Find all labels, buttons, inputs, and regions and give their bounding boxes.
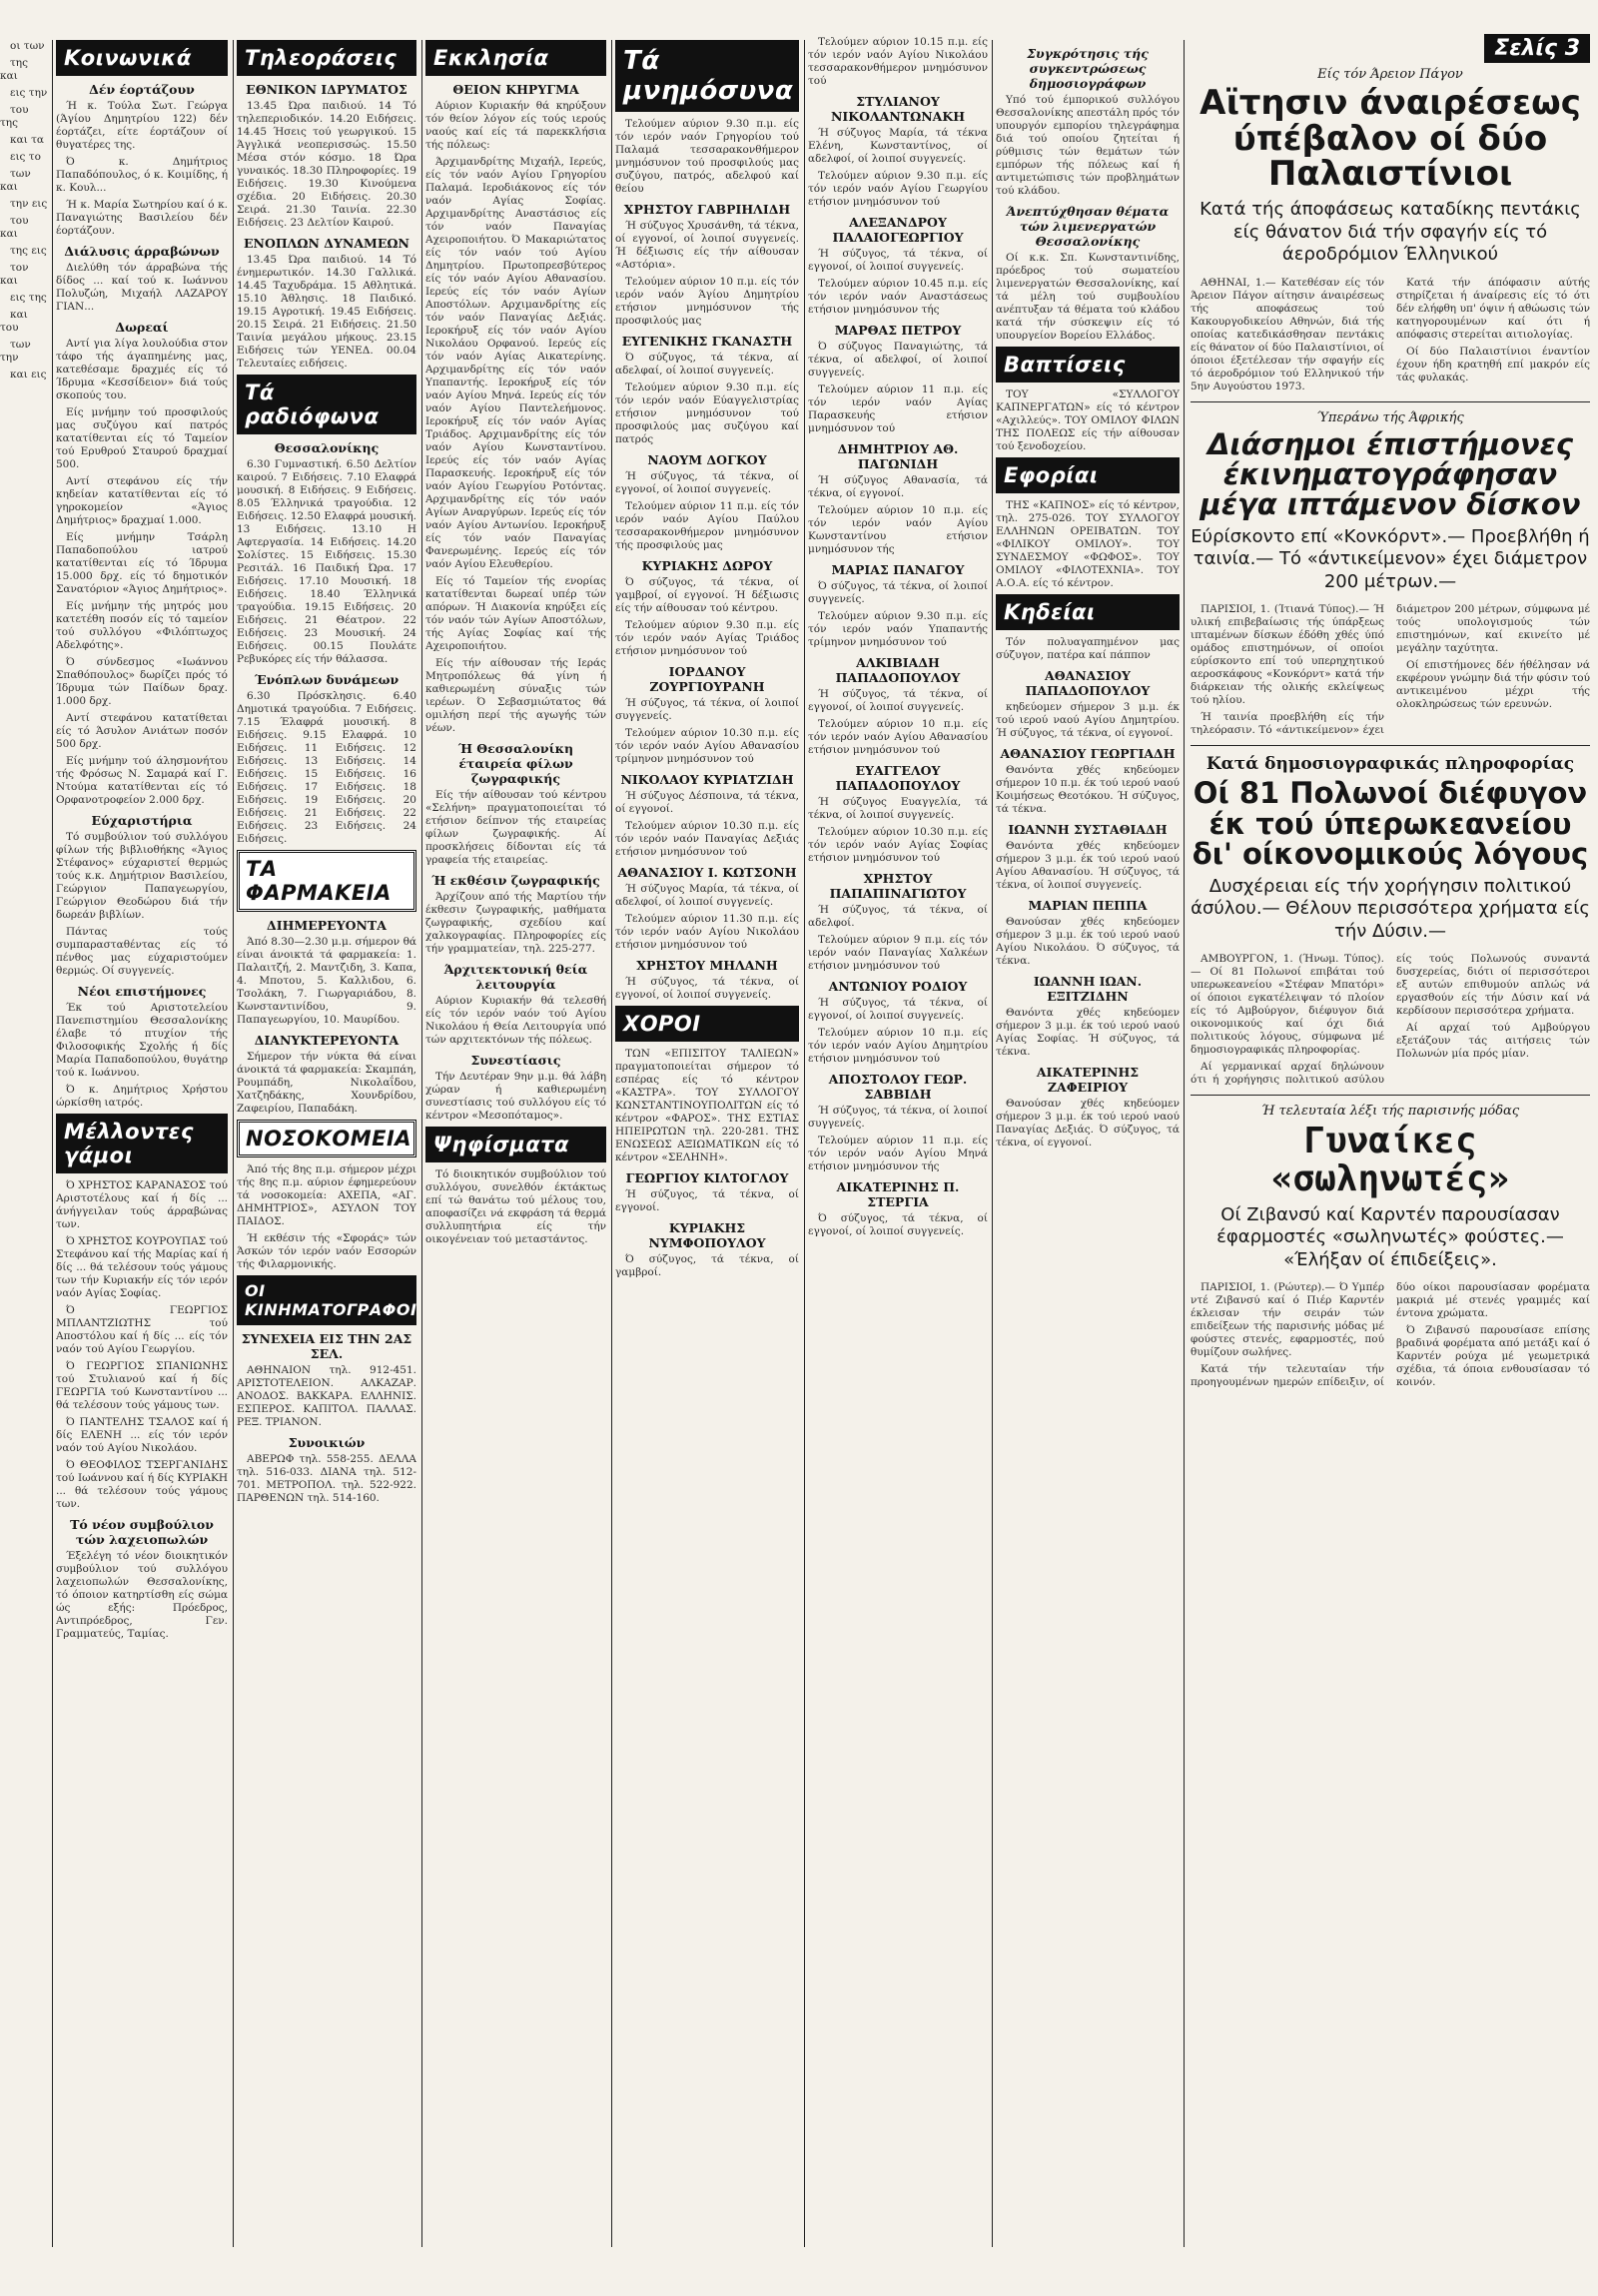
dateline: ΑΜΒΟΥΡΓΟΝ, 1. (Ήνωμ. Τύπος).— <box>1191 953 1384 979</box>
text-block: ΑΒΕΡΩΦ τηλ. 558-255. ΔΕΛΛΑ τηλ. 516-033. ΔΙΑΝΑ τηλ. 512-701. ΜΕΤΡΟΠΟΛ. τηλ. 522-922. ΠΑΡΘΕΝΩΝ τηλ. 514-160. <box>237 1453 416 1504</box>
section-banner-farmakeia: ΤΑ ΦΑΡΜΑΚΕΙΑ <box>237 850 416 912</box>
funeral-name: ΙΩΑΝΝΗ ΙΩΑΝ. ΕΞΙΤΖΙΔΗΝ <box>1033 974 1143 1004</box>
memorial-name: ΚΥΡΙΑΚΗΣ ΔΩΡΟΥ <box>641 558 773 573</box>
memorial-name: ΕΥΑΓΓΕΛΟΥ ΠΑΠΑΔΟΠΟΥΛΟΥ <box>835 763 961 793</box>
standfirst-fashion: Οί Ζιβανσύ καί Καρντέν παρουσίασαν έφαρμοστές «σωληνωτές» φούστες.— «Έλήξαν οί έπιδείξεις». <box>1216 1203 1564 1270</box>
text-block: Ή σύζυγος Αθανασία, τά τέκνα, οί εγγονοί. Τελούμεν αύριον 10 π.μ. είς τόν ιερόν ναόν Αγίου Κωνσταντίνου ετήσιον μνημόσυνον τής <box>808 474 988 555</box>
dateline: ΠΑΡΙΣΙΟΙ, 1. (Ίτιανά Τύπος).— <box>1200 603 1369 616</box>
memorial-name: ΑΙΚΑΤΕΡΙΝΗΣ Π. ΣΤΕΡΓΙΑ <box>836 1179 960 1209</box>
standfirst-ufo: Εύρίσκοντο επί «Κονκόρντ».— Προεβλήθη ή ταινία.— Τό «άντικείμενον» έχει διάμετρον 200 μέτρων.— <box>1191 525 1590 592</box>
text-block: Άπό τής 8ης π.μ. σήμερον μέχρι τής 8ης π.μ. αύριον έφημερεύουν τά νοσοκομεία: ΑΧΕΠΑ, «ΑΓ. ΔΗΜΗΤΡΙΟΣ», ΑΣΥΛΟΝ ΤΟΥ ΠΑΙΔΟΣ. Ή εκθέσιν τής «Σφοράς» τών Άσκών τόν ιερόν ναόν Εσσορών τής Φιλαρμονικής. <box>237 1163 416 1270</box>
text-block: Ή σύζυγος Δέσποινα, τά τέκνα, οί εγγονοί. Τελούμεν αύριον 10.30 π.μ. είς τόν ιερόν ναόν Παναγίας Δεξιάς ετήσιον μνημόσυνον τού <box>615 790 799 858</box>
memorial-name: ΕΥΓΕΝΙΚΗΣ ΓΚΑΝΑΣΤΗ <box>621 334 793 349</box>
memorial-name: ΜΑΡΘΑΣ ΠΕΤΡΟΥ <box>834 323 962 338</box>
text-block: Ή σύζυγος Ευαγγελία, τά τέκνα, οί λοιποί συγγενείς. Τελούμεν αύριον 10.30 π.μ. είς τόν ιερόν ναόν Αγίας Σοφίας ετήσιον μνημόσυνον τού <box>808 796 988 864</box>
kicker-areios-pagos: Είς τόν Άρειον Πάγον <box>1317 67 1463 82</box>
text-block: Ή σύζυγος Μαρία, τά τέκνα Ελένη, Κωνσταντίνος, οί αδελφοί, οί λοιποί συγγενείς. Τελούμεν αύριον 9.30 π.μ. είς τόν ιερόν ναόν Αγίου Γεωργίου ετήσιον μνημόσυνον τού <box>808 127 988 208</box>
headline-poles: Οί 81 Πολωνοί διέφυγον έκ τού ύπερωκεανείου δι' οίκονομικούς λόγους <box>1192 776 1589 872</box>
left-edge-strip: οι των της και εις την του της και τα εις το των και την εις του και της εις τον και εις της και του των την και εις <box>0 40 48 381</box>
memorial-name: ΧΡΗΣΤΟΥ ΜΗΛΑΝΗ <box>636 958 778 973</box>
memorial-name: ΝΑΟΥΜ ΔΟΓΚΟΥ <box>647 452 767 467</box>
section-banner-vaptiseis: Βαπτίσεις <box>996 347 1180 383</box>
divider <box>1191 1095 1590 1096</box>
text-block: Έξελέγη τό νέον διοικητικόν συμβούλιον τού συλλόγου λαχειοπωλών Θεσσαλονίκης, τό όποιον κατηρτίσθη είς σώμα ώς εξής: Πρόεδρος, Αντιπρόεδρος, Γεν. Γραμματεύς, Ταμίας. <box>56 1550 228 1640</box>
heading-cinema-premiere: ΣΥΝΕΧΕΙΑ ΕΙΣ ΤΗΝ 2ΑΣ ΣΕΛ. <box>241 1331 412 1361</box>
memorial-name: ΚΥΡΙΑΚΗΣ ΝΥΜΦΟΠΟΥΛΟΥ <box>648 1220 766 1250</box>
section-banner-psifiomata: Ψηφίσματα <box>425 1127 606 1162</box>
heading-architektoniki: Άρχιτεκτονική θεία λειτουργία <box>443 962 588 992</box>
funeral-name: ΑΘΑΝΑΣΙΟΥ ΠΑΠΑΔΟΠΟΥΛΟΥ <box>1025 668 1151 698</box>
memorial-name: ΧΡΗΣΤΟΥ ΠΑΠΑΠΙΝΑΓΙΩΤΟΥ <box>829 871 967 901</box>
memorial-name: ΝΙΚΟΛΑΟΥ ΚΥΡΙΑΤΖΙΔΗ <box>620 772 794 787</box>
text-block: Ό σύζυγος, τά τέκνα, οί γαμβροί. <box>615 1253 799 1278</box>
standfirst-poles: Δυσχέρειαι είς τήν χορήγησιν πολιτικού άσύλου.— Θέλουν περισσότερα χρήματα είς τήν Δύσιν.— <box>1191 875 1590 942</box>
headline-ufo: Διάσημοι έπιστήμονες έκινηματογράφησαν μέγα ιπτάμενον δίσκον <box>1199 426 1581 522</box>
text-block: Ό ΧΡΗΣΤΟΣ ΚΑΡΑΝΑΣΟΣ τού Αριστοτέλους καί ή δίς ... άνήγγειλαν τούς άρραβώνας των. Ό ΧΡΗΣΤΟΣ ΚΟΥΡΟΥΠΑΣ τού Στεφάνου καί τής Μαρίας καί ή δίς ... θά τελέσουν τούς γάμους των τήν Κυριακήν είς τόν ιερόν ναόν Αγίας Σοφίας. Ό ΓΕΩΡΓΙΟΣ ΜΠΛΑΝΤΖΙΩΤΗΣ τού Αποστόλου καί ή δίς ... είς τόν ναόν τού Αγίου Γεωργίου. Ό ΓΕΩΡΓΙΟΣ ΣΠΑΝΙΩΝΗΣ τού Στυλιανού καί ή δίς ΓΕΩΡΓΙΑ τού Κωνσταντίνου ... θά τελέσουν τούς γάμους των. Ό ΠΑΝΤΕΛΗΣ ΤΣΑΛΟΣ καί ή δίς ΕΛΕΝΗ ... είς τόν ιερόν ναόν τού Αγίου Νικολάου. Ό ΘΕΟΦΙΛΟΣ ΤΣΕΡΓΑΝΙΔΗΣ τού Ιωάννου καί ή δίς ΚΥΡΙΑΚΗ ... θά τελέσουν τούς γάμους των. <box>56 1179 228 1510</box>
text-block: Θανόντα χθές κηδεύομεν σήμερον 3 μ.μ. έκ τού ιερού ναού Αγίου Αθανασίου. Ή σύζυγος, τά τέκνα, οί λοιποί συγγενείς. <box>996 840 1180 891</box>
heading-limenergates: Άνεπτύχθησαν θέματα τών λιμενεργατών Θεσσαλονίκης <box>1006 204 1170 249</box>
headline-fashion: Γυναίκες «σωληνωτές» <box>1270 1121 1510 1199</box>
text-block: Ή σύζυγος, τά τέκνα, οί εγγονοί, οί λοιποί συγγενείς. Τελούμεν αύριον 10 π.μ. είς τόν ιερόν ναόν Αγίου Δημητρίου ετήσιον μνημόσυνον τού <box>808 997 988 1065</box>
text-block: ΤΟΥ «ΣΥΛΛΟΓΟΥ ΚΑΠΝΕΡΓΑΤΩΝ» είς τό κέντρον «Αχιλλεύς». ΤΟΥ ΟΜΙΛΟΥ ΦΙΛΩΝ ΤΗΣ ΠΟΛΕΩΣ είς τήν αίθουσαν τού ξενοδοχείου. <box>996 388 1180 452</box>
section-banner-eforiai: Εφορίαι <box>996 457 1180 493</box>
text-block: Ό σύζυγος, τά τέκνα, οί εγγονοί, οί λοιποί συγγενείς. <box>808 1212 988 1237</box>
column-news-funerals <box>996 0 1180 2296</box>
kicker-journalist-info: Κατά δημοσιογραφικάς πληροφορίας <box>1205 754 1575 775</box>
radio-enoplon: Ένόπλων δυνάμεων <box>254 672 400 687</box>
memorial-name: ΧΡΗΣΤΟΥ ΓΑΒΡΙΗΛΙΔΗ <box>623 202 791 217</box>
article-ufo: ΠΑΡΙΣΙΟΙ, 1. (Ίτιανά Τύπος).— Ή υλική επιβεβαίωσις τής ύπάρξεως ιπταμένων δίσκων έδόθη χθές ύπό ομάδος επιστημόνων, οί οποίοι εύρίσκοντο επί τού υπερηχητικού αεροσκάφους «Κονκόρντ» κατά τήν διάρκειαν τής ολικής εκλείψεως τού ηλίου. Ή ταινία προεβλήθη είς τήν τηλεόρασιν. Τό «άντικείμενον» έχει διάμετρον 200 μέτρων, σύμφωνα μέ τούς υπολογισμούς τών επιστημόνων, καί εκινείτο μέ μεγάλην ταχύτητα. Οί επιστήμονες δέν ήθέλησαν νά εκφέρουν γνώμην διά τήν φύσιν τού αντικειμένου μέχρι τής ολοκληρώσεως τών ερευνών. <box>1191 603 1590 737</box>
heading-dianykterevonta: ΔΙΑΝΥΚΤΕΡΕΥΟΝΤΑ <box>254 1033 400 1048</box>
text-block: Διελύθη τόν άρραβώνα τής δίδος ... καί τού κ. Ιωάννου Πολυζώη, Μιχαήλ ΛΑΖΑΡΟΥ ΓΙΑΝ... <box>56 262 228 313</box>
heading-synoikion: Συνοικιών <box>288 1435 366 1450</box>
text-block: Ό σύζυγος, τά τέκνα, οί λοιποί συγγενείς. Τελούμεν αύριον 9.30 π.μ. είς τόν ιερόν ναόν Υπαπαντής τρίμηνον μνημόσυνον τού <box>808 580 988 648</box>
text-block: Ή σύζυγος Μαρία, τά τέκνα, οί αδελφοί, οί λοιποί συγγενείς. Τελούμεν αύριον 11.30 π.μ. είς τόν ιερόν ναόν Αγίου Νικολάου ετήσιον μνημόσυνον τού <box>615 883 799 951</box>
text-block: Ή σύζυγος, τά τέκνα, οί λοιποί συγγενείς. Τελούμεν αύριον 11 π.μ. είς τόν ιερόν ναόν Αγίου Μηνά ετήσιον μνημόσυνον τής <box>808 1105 988 1172</box>
section-banner-koinonika: Κοινωνικά <box>56 40 228 76</box>
text-block: ΤΩΝ «ΕΠΙΣΙΤΟΥ ΤΑΛΙΕΩΝ» πραγματοποιείται σήμερον τό εσπέρας είς τό κέντρον «ΚΑΣΤΡΑ». ΤΟΥ ΣΥΛΛΟΓΟΥ ΚΩΝΣΤΑΝΤΙΝΟΥΠΟΛΙΤΩΝ είς τό κέντρον «ΦΑΡΟΣ». ΤΗΣ ΕΣΤΙΑΣ ΗΠΕΙΡΩΤΩΝ τηλ. 220-281. ΤΗΣ ΕΝΩΣΕΩΣ ΑΞΙΩΜΑΤΙΚΩΝ είς τό κέντρον «ΣΕΛΗΝΗ». <box>615 1048 799 1163</box>
section-banner-choroi: ΧΟΡΟΙ <box>615 1006 799 1042</box>
section-banner-tileorasis: Τηλεοράσεις <box>237 40 416 76</box>
heading-lacheiopoloi: Τό νέον συμβούλιον τών λαχειοπωλών <box>70 1517 214 1547</box>
divider <box>1191 745 1590 746</box>
text-block: Υπό τού έμπορικού συλλόγου Θεσσαλονίκης απεστάλη πρός τόν υπουργόν εμπορίου τηλεγράφημα διά τού οποίου ζητείται ή ρύθμισις τών θεμάτων τών εμπόρων τής πόλεως καί ή αντιμετώπισις τών προβλημάτων τού κλάδου. <box>996 94 1180 197</box>
text-block: Ή σύζυγος, τά τέκνα, οί εγγονοί, οί λοιποί συγγενείς. <box>615 976 799 1001</box>
text-block: ΤΗΣ «ΚΑΠΝΟΣ» είς τό κέντρον, τηλ. 275-026. ΤΟΥ ΣΥΛΛΟΓΟΥ ΕΛΛΗΝΩΝ ΟΡΕΙΒΑΤΩΝ. ΤΟΥ «ΦΙΛΙΚΟΥ ΟΜΙΛΟΥ». ΤΟΥ ΣΥΝΔΕΣΜΟΥ «ΦΩΦΟΣ». ΤΟΥ ΟΜΙΛΟΥ «ΦΙΛΟΤΕΧΝΙΑ». ΤΟΥ Α.Ο.Α. είς τό κέντρον. <box>996 499 1180 589</box>
column-main-news <box>1191 0 1590 2290</box>
section-banner-radiofona: Τά ραδιόφωνα <box>237 375 416 434</box>
memorial-name: ΑΛΚΙΒΙΑΔΗ ΠΑΠΑΔΟΠΟΥΛΟΥ <box>835 655 961 685</box>
text-block: Τόν πολυαγαπημένον μας σύζυγον, πατέρα καί πάππον <box>996 636 1180 661</box>
heading-journalists: Συγκρότησις τής συγκεντρώσεως δημοσιογράφων <box>1027 46 1149 91</box>
funeral-name: ΙΩΑΝΝΗ ΣΥΣΤΑΘΙΑΔΗ <box>1008 822 1168 837</box>
text-block: Έκ τού Αριστοτελείου Πανεπιστημίου Θεσσαλονίκης έλαβε τό πτυχίον τής Φιλοσοφικής Σχολής ή δίς Μαρία Παπαδοπούλου, θυγάτηρ τού κ. Ιωάννου. Ό κ. Δημήτριος Χρήστου ώρκίσθη ιατρός. <box>56 1002 228 1109</box>
memorial-name: ΑΠΟΣΤΟΛΟΥ ΓΕΩΡ. ΣΑΒΒΙΔΗ <box>828 1072 968 1102</box>
memorial-name: ΙΟΡΔΑΝΟΥ ΖΟΥΡΓΙΟΥΡΑΝΗ <box>649 664 765 694</box>
memorial-name: ΜΑΡΙΑΣ ΠΑΝΑΓΟΥ <box>831 562 965 577</box>
text-block: Ή σύζυγος, τά τέκνα, οί εγγονοί, οί λοιποί συγγενείς. Τελούμεν αύριον 11 π.μ. είς τόν ιερόν ναόν Αγίου Παύλου τεσσαρακονθήμερον μνημόσυνον τής προσφιλούς μας <box>615 470 799 551</box>
kicker-fashion: Ή τελευταία λέξι τής παρισινής μόδας <box>1260 1104 1520 1120</box>
section-banner-kideiai: Κηδείαι <box>996 594 1180 630</box>
headline-palestinians: Αϊτησιν άναιρέσεως ύπέβαλον οί δύο Παλαιστίνιοι <box>1199 83 1581 195</box>
heading-neoi-epistimones: Νέοι επιστήμονες <box>77 984 207 999</box>
text-block: 6.30 Γυμναστική. 6.50 Δελτίον καιρού. 7 Ειδήσεις. 7.10 Ελαφρά μουσική. 8 Ειδήσεις. 9 Ειδήσεις. 8.05 Έλληνικά τραγούδια. 12 Ειδήσεις. 12.50 Ελαφρά μουσική. 13 Ειδήσεις. 13.10 Η Αφτεργασία. 14 Ειδήσεις. 14.20 Σολίστες. 15 Ειδήσεις. 15.30 Ρεσιτάλ. 16 Παιδική Ώρα. 17 Ειδήσεις. 17.10 Μουσική. 18 Ειδήσεις. 18.40 Έλληνικά τραγούδια. 19.15 Ειδήσεις. 20 Ειδήσεις. 21 Θέατρον. 22 Ειδήσεις. 23 Μουσική. 24 Ειδήσεις. 00.15 Πουλάτε Ρεβυκόρες είς τήν θάλασσα. <box>237 458 416 665</box>
heading-synestiasis: Συνεστίασις <box>470 1053 561 1068</box>
text-block: Ή σύζυγος, τά τέκνα, οί λοιποί συγγενείς. Τελούμεν αύριον 10.30 π.μ. είς τόν ιερόν ναόν Αγίου Αθανασίου τρίμηνον μνημόσυνον τού <box>615 697 799 765</box>
divider <box>1191 401 1590 402</box>
memorial-name: ΓΕΩΡΓΙΟΥ ΚΙΛΤΟΓΛΟΥ <box>625 1170 789 1185</box>
text-block: Ή σύζυγος Χρυσάνθη, τά τέκνα, οί εγγονοί, οί λοιποί συγγενείς. Ή δέξιωσις είς τήν αίθουσαν «Αστόρια». Τελούμεν αύριον 10 π.μ. είς τόν ιερόν ναόν Άγίου Δημητρίου ετήσιον μνημόσυνον τής προσφιλούς μας <box>615 220 799 327</box>
heading-dialysis: Διάλυσις άρραβώνων <box>64 244 220 259</box>
text-block: Ή σύζυγος, τά τέκνα, οί εγγονοί, οί λοιποί συγγενείς. Τελούμεν αύριον 10 π.μ. είς τόν ιερόν ναόν Αγίου Αθανασίου ετήσιον μνημόσυνον τού <box>808 688 988 756</box>
section-banner-mnimosyna: Τά μνημόσυνα <box>615 40 799 112</box>
dateline: ΑΘΗΝΑΙ, 1.— <box>1200 276 1276 289</box>
funeral-name: ΑΘΑΝΑΣΙΟΥ ΓΕΩΡΓΙΑΔΗ <box>1000 746 1176 761</box>
text-block: Θανούσαν χθές κηδεύομεν σήμερον 3 μ.μ. έκ τού ιερού ναού Παναγίας Δεξιάς. Ό σύζυγος, τά τέκνα, οί εγγονοί. <box>996 1098 1180 1148</box>
column-social <box>56 0 228 2292</box>
radio-thessaloniki: Θεσσαλονίκης <box>274 440 380 455</box>
heading-eucharistiria: Εύχαριστήρια <box>91 813 193 828</box>
text-block: Τό διοικητικόν συμβούλιον τού συλλόγου, συνελθόν έκτάκτως επί τώ θανάτω τού μέλους του, αποφασίζει νά εκφράση τά θερμά συλλυπητήρια είς τήν οικογένειαν τού μεταστάντος. <box>425 1168 606 1245</box>
text-block: Τήν Δευτέραν 9ην μ.μ. θά λάβη χώραν ή καθιερωμένη συνεστίασις τού συλλόγου είς τό κέντρον «Μεσοπόταμος». <box>425 1071 606 1122</box>
funeral-name: ΜΑΡΙΑΝ ΠΕΠΠΑ <box>1028 898 1148 913</box>
memorial-name: ΑΛΕΞΑΝΔΡΟΥ ΠΑΛΑΙΟΓΕΩΡΓΙΟΥ <box>832 215 964 245</box>
heading-den-eortazoun: Δέν έορτάζουν <box>89 82 195 97</box>
tv-station-yened: ΕΝΟΠΛΩΝ ΔΥΝΑΜΕΩΝ <box>244 236 409 251</box>
heading-ekthesis: Ή εκθέσιν ζωγραφικής <box>431 873 600 888</box>
text-block: Τό συμβούλιον τού συλλόγου φίλων τής βιβλιοθήκης «Άγιος Στέφανος» εύχαριστεί θερμώς τούς κ.κ. Δημήτριον Βασιλείου, Γεώργιον Παπαγεωργίου, Γεώργιον Θεοδώρου διά τήν δωρεάν βιβλίων. Πάντας τούς συμπαρασταθέντας είς τό πένθος μας εύχαριστούμεν θερμώς. Οί συγγενείς. <box>56 831 228 977</box>
text-block: Αύριον Κυριακήν θά κηρύξουν τόν θείον λόγον είς τούς ιερούς ναούς καί είς τά παρεκκλήσια τής πόλεως: Άρχιμανδρίτης Μιχαήλ, Ιερεύς, είς τόν ναόν Αγίου Γρηγορίου Παλαμά. Ιεροδιάκονος είς τόν ναόν Αγίας Σοφίας. Αρχιμανδρίτης Αναστάσιος είς τόν ναόν Παναγίας Αχειροποιήτου. Ό Μακαριώτατος είς τόν ναόν τού Αγίου Δημητρίου. Πρωτοπρεσβύτερος είς τόν ναόν Αγίου Αθανασίου. Ιερεύς είς τόν ναόν Αγίων Αποστόλων. Αρχιμανδρίτης είς τόν ναόν Παναγίας Δεξιάς. Ιεροκήρυξ είς τόν ναόν Αγίου Νικολάου Ορφανού. Ιερεύς είς τόν ναόν Αγίας Αικατερίνης. Αρχιμανδρίτης είς τόν ναόν Υπαπαντής. Ιεροκήρυξ είς τόν ναόν Αγίου Μηνά. Ιερεύς είς τόν ναόν Αγίου Παντελεήμονος. Ιεροκήρυξ είς τόν ναόν Αγίας Τριάδος. Αρχιμανδρίτης είς τόν ναόν Αγίου Κωνσταντίνου. Ιερεύς είς τόν ναόν Αγίας Παρασκευής. Ιεροκήρυξ είς τόν ναόν Αγίου Γεωργίου Ροτόντας. Αρχιμανδρίτης είς τόν ναόν Αγίων Αναργύρων. Ιερεύς είς τόν ναόν Αγίου Αντωνίου. Ιεροκήρυξ είς τόν ναόν Παναγίας Φανερωμένης. Ιερεύς είς τόν ναόν Αγίου Ελευθερίου. Είς τό Ταμείον τής ενορίας κατατίθενται δωρεαί υπέρ τών απόρων. Ή Διακονία κηρύξει είς τόν ναόν τών Αγίων Αποστόλων, τής Αγίας Σοφίας καί τής Αχειροποιήτου. Είς τήν αίθουσαν τής Ιεράς Μητροπόλεως θά γίνη ή καθιερωμένη σύναξις τών ιερέων. Ό Σεβασμιώτατος θά ομιλήση περί τής αγωγής τών νέων. <box>425 100 606 734</box>
text-block: Θανόντα χθές κηδεύομεν σήμερον 10 π.μ. έκ τού ιερού ναού Κοιμήσεως Θεοτόκου. Ή σύζυγος, τά τέκνα. <box>996 764 1180 815</box>
text-block: Οί κ.κ. Σπ. Κωνσταντινίδης, πρόεδρος τού σωματείου λιμενεργατών Θεσσαλονίκης, καί τά μέλη τού συμβουλίου ανέπτυξαν τά θέματα τού κλάδου κατά τήν σύσκεψιν είς τό υπουργείον Βορείου Ελλάδος. <box>996 252 1180 342</box>
column-church <box>425 0 606 2292</box>
text-block: Ή σύζυγος, τά τέκνα, οί εγγονοί, οί λοιποί συγγενείς. Τελούμεν αύριον 10.45 π.μ. είς τόν ιερόν ναόν Αναστάσεως ετήσιον μνημόσυνον τής <box>808 248 988 316</box>
text-block: Άπό 8.30—2.30 μ.μ. σήμερον θά είναι άνοικτά τά φαρμακεία: 1. Παλαιτζή, 2. Μαντζιδη, 3. Καπα, 4. Μποτου, 5. Καλλιδου, 6. Τσολάκη, 7. Γιωργαριάδου, 8. Κωνσταντινίδου, 9. Παπαγεωργίου, 10. Μαυρίδου. <box>237 936 416 1026</box>
memorial-name: ΔΗΜΗΤΡΙΟΥ ΑΘ. ΠΑΓΩΝΙΔΗ <box>837 441 959 471</box>
article-palestinians: ΑΘΗΝΑΙ, 1.— Κατεθέσαν είς τόν Άρειον Πάγον αίτησιν άναιρέσεως τής αποφάσεως τού Κακουργοδικείου Αθηνών, διά τής οποίας κατεδικάσθησαν πεντάκις είς θάνατον οί δύο Παλαιστίνιοι, οί όποιοι έξετέλεσαν τήν σφαγήν είς τό άεροδρόμιον τού Ελληνικού τήν 5ην Αυγούστου 1973. Κατά τήν άπόφασιν αύτής στηρίζεται ή άναίρεσις είς τό ότι δέν ελήφθη υπ' όψιν ή αθώωσις τών κατηγορουμένων καί ότι ή απόφασις στερείται αιτιολογίας. Οί δύο Παλαιστίνιοι έναντίον έχουν ήδη κρατηθή επί μακρόν είς τάς φυλακάς. <box>1191 276 1590 392</box>
section-banner-kinimatografoi: ΟΙ ΚΙΝΗΜΑΤΟΓΡΑΦΟΙ <box>237 1275 416 1325</box>
text-block: Σήμερον τήν νύκτα θά είναι άνοικτά τά φαρμακεία: Σκαμπάη, Ρουμπάδη, Νικολαΐδου, Χατζηδάκης, Χουνδρίδου, Ζαφειρίου, Παπαδάκη. <box>237 1051 416 1115</box>
kicker-africa: Ύπεράνω τής Άφρικής <box>1316 409 1464 425</box>
text-block: Ή σύζυγος, τά τέκνα, οί εγγονοί. <box>615 1188 799 1213</box>
section-banner-mellontes-gamoi: Μέλλοντες γάμοι <box>56 1114 228 1173</box>
tv-station-eidk: ΕΘΝΙΚΟΝ ΙΔΡΥΜΑΤΟΣ <box>246 82 407 97</box>
text-block: Είς τήν αίθουσαν τού κέντρου «Σελήνη» πραγματοποιείται τό ετήσιον δείπνον τής εταιρείας φίλων ζωγραφικής. Αί προσκλήσεις δίδονται είς τά γραφεία τής εταιρείας. <box>425 789 606 866</box>
section-banner-ekklisia: Εκκλησία <box>425 40 606 76</box>
section-banner-nosokomeia: ΝΟΣΟΚΟΜΕΙΑ <box>237 1120 416 1157</box>
text-block: ΑΘΗΝΑΙΟΝ τηλ. 912-451. ΑΡΙΣΤΟΤΕΛΕΙΟΝ. ΑΛΚΑΖΑΡ. ΑΝΟΔΟΣ. ΒΑΚΚΑΡΑ. ΕΛΛΗΝΙΣ. ΕΣΠΕΡΟΣ. ΚΑΠΙΤΟΛ. ΠΑΛΛΑΣ. ΡΕΞ. ΤΡΙΑΝΟΝ. <box>237 1364 416 1428</box>
memorial-name: ΑΘΑΝΑΣΙΟΥ Ι. ΚΩΤΣΟΝΗ <box>617 865 797 880</box>
text-block: 13.45 Ώρα παιδιού. 14 Τό ένημερωτικόν. 14.30 Γαλλικά. 14.45 Ταχυδράμα. 15 Αθλητικά. 15.10 Άθλησις. 18 Παιδικό. 19.15 Αγροτική. 19.45 Ειδήσεις. 20.15 Σειρά. 21 Ειδήσεις. 21.50 Ταινία μεγάλου μήκους. 23.15 Ειδήσεις τών ΥΕΝΕΔ. 00.04 Τελευταίες ειδήσεις. <box>237 254 416 370</box>
text-block: Τελούμεν αύριον 10.15 π.μ. είς τόν ιερόν ναόν Αγίου Νικολάου τεσσαρακονθήμερον μνημόσυνον τού <box>808 36 988 87</box>
text-block: Θανόντα χθές κηδεύομεν σήμερον 3 μ.μ. έκ τού ιερού ναού Αγίας Σοφίας. Ή σύζυγος, τά τέκνα. <box>996 1007 1180 1058</box>
page-number-tag: Σελίς 3 <box>1484 34 1590 63</box>
text-block: κηδεύομεν σήμερον 3 μ.μ. έκ τού ιερού ναού Αγίου Δημητρίου. Ή σύζυγος, τά τέκνα, οί εγγονοί. <box>996 701 1180 739</box>
standfirst-palestinians: Κατά τής άποφάσεως καταδίκης πεντάκις είς θάνατον διά τήν σφαγήν είς τό άεροδρόμιον Έλληνικού <box>1199 199 1581 266</box>
text-block: Τελούμεν αύριον 9.30 π.μ. είς τόν ιερόν ναόν Γρηγορίου τού Παλαμά τεσσαρακονθήμερον μνημόσυνον τού προσφιλούς μας συζύγου, πατρός, αδελφού καί θείου <box>615 118 799 195</box>
text-block: Ή κ. Τούλα Σωτ. Γεώργα (Άγίου Δημητρίου 122) δέν έορτάζει, είτε έορτάζουν οί θυγατέρες της. Ό κ. Δημήτριος Παπαδόπουλος, ό κ. Κοιμίδης, ή κ. Κουλ... Ή κ. Μαρία Σωτηρίου καί ό κ. Παναγιώτης Βασιλείου δέν έορτάζουν. <box>56 100 228 237</box>
text-block: Ό σύζυγος, τά τέκνα, οί γαμβροί, οί εγγονοί. Ή δέξιωσις είς τήν αίθουσαν τού κέντρου. Τελούμεν αύριον 9.30 π.μ. είς τόν ιερόν ναόν Αγίας Τριάδος ετήσιον μνημόσυνον τού <box>615 576 799 657</box>
text-block: Αύριον Κυριακήν θά τελεσθή είς τόν ιερόν ναόν τού Αγίου Νικολάου ή Θεία Λειτουργία υπό τών αρχιτεκτόνων τής πόλεως. <box>425 995 606 1046</box>
text-block: Θανούσαν χθές κηδεύομεν σήμερον 3 μ.μ. έκ τού ιερού ναού Αγίου Νικολάου. Ό σύζυγος, τά τέκνα. <box>996 916 1180 967</box>
text-block: Ό σύζυγος, τά τέκνα, αί αδελφαί, οί λοιποί συγγενείς. Τελούμεν αύριον 9.30 π.μ. είς τόν ιερόν ναόν Εύαγγελιστρίας ετήσιον μνημόσυνον τού προσφιλούς μας συζύγου καί πατρός <box>615 352 799 445</box>
text-block: Αντί για λίγα λουλούδια στον τάφο τής άγαπημένης μας, κατεθέσαμε δραχμές είς τό Ίδρυμα «Κεσσίδειον» διά τούς σκοπούς του. Είς μνήμην τού προσφιλούς μας συζύγου καί πατρός κατατίθενται είς τό Ταμείον τού Ερυθρού Σταυρού δραχμαί 500. Αντί στεφάνου είς τήν κηδείαν κατατίθενται είς τό γηροκομείον «Άγιος Δημήτριος» δραχμαί 1.000. Είς μνήμην Τσάρλη Παπαδοπούλου ιατρού κατατίθενται είς τό Ίδρυμα 15.000 δρχ. είς τό δημοτικόν Σανατόριον «Άγιος Δημήτριος». Είς μνήμην τής μητρός μου κατετέθη ποσόν είς τό ταμείον τού συλλόγου «Φιλόπτωχος Αδελφότης». Ό σύνδεσμος «Ιωάννου Σπαθόπουλος» δωρίζει πρός τό Ίδρυμα τών Παίδων δραχ. 1.000 δρχ. Αντί στεφάνου κατατίθεται είς τό Άσυλον Ανιάτων ποσόν 500 δρχ. Είς μνήμην τού άλησμονήτου τής Φρόσως Ν. Σαμαρά καί Γ. Ντούμα κατατίθενται είς τό Ορφανοτροφείον 2.000 δρχ. <box>56 338 228 806</box>
column-tv-radio <box>237 0 416 2292</box>
text-block: 13.45 Ώρα παιδιού. 14 Τό τηλεπεριοδικόν. 14.20 Ειδήσεις. 14.45 Ήσεις τού γεωργικού. 15 Άγγλικά νεοπερισσώς. 15.50 Μέσα στόν κόσμο. 18 Ώρα γυναικός. 18.30 Πληροφορίες. 19 Ειδήσεις. 19.30 Κινούμενα σχέδια. 20 Ειδήσεις. 20.30 Σειρά. 21.30 Ταινία. 22.30 Ειδήσεις. 23 Δελτίον Καιρού. <box>237 100 416 229</box>
funeral-name: ΑΙΚΑΤΕΡΙΝΗΣ ΖΑΦΕΙΡΙΟΥ <box>1036 1065 1140 1095</box>
text-block: 6.30 Πρόσκλησις. 6.40 Δημοτικά τραγούδια. 7 Ειδήσεις. 7.15 Έλαφρά μουσική. 8 Ειδήσεις. 9.15 Ελαφρά. 10 Ειδήσεις. 11 Ειδήσεις. 12 Ειδήσεις. 13 Ειδήσεις. 14 Ειδήσεις. 15 Ειδήσεις. 16 Ειδήσεις. 17 Ειδήσεις. 18 Ειδήσεις. 19 Ειδήσεις. 20 Ειδήσεις. 21 Ειδήσεις. 22 Ειδήσεις. 23 Ειδήσεις. 24 Ειδήσεις. <box>237 690 416 845</box>
article-fashion: ΠΑΡΙΣΙΟΙ, 1. (Ρώυτερ).— Ό Υμπέρ ντέ Ζιβανσύ καί ό Πιέρ Καρντέν έκλεισαν τήν σειράν τών επιδείξεων τής παρισινής μόδας μέ φούστες στενές, εφαρμοστές, πού θυμίζουν σωλήνες. Κατά τήν τελευταίαν τήν προηγουμένων ημερών επίδειξιν, οί δύο οίκοι παρουσίασαν φορέματα μακριά μέ στενές γραμμές καί έντονα χρώματα. Ό Ζιβανσύ παρουσίασε επίσης βραδινά φορέματα από μετάξι καί ό Καρντέν ρούχα μέ γεωμετρικά σχέδια, τά όποια ενθουσίασαν τό κοινόν. <box>1191 1281 1590 1389</box>
memorial-name: ΑΝΤΩΝΙΟΥ ΡΟΔΙΟΥ <box>828 979 968 994</box>
heading-dimerevonta: ΔΙΗΜΕΡΕΥΟΝΤΑ <box>267 918 387 933</box>
heading-dorea: Δωρεαί <box>115 320 169 335</box>
heading-theion-kirygma: ΘΕΙΟΝ ΚΗΡΥΓΜΑ <box>452 82 579 97</box>
heading-etaireia-zografikis: Ή Θεσσαλονίκη έταιρεία φίλων ζωγραφικής <box>457 741 574 786</box>
column-memorials-1 <box>615 0 799 2292</box>
article-poles: ΑΜΒΟΥΡΓΟΝ, 1. (Ήνωμ. Τύπος).— Οί 81 Πολωνοί επιβάται τού υπερωκεανείου «Στέφαν Μπατόρι» οί όποιοι εγκατέλειψαν τό πλοίον είς τό Αμβούργον, διέφυγον διά οικονομικούς καί όχι διά πολιτικούς λόγους, σύμφωνα μέ δημοσιογραφικάς πληροφορίας. Αί γερμανικαί αρχαί δηλώνουν ότι ή χορήγησις πολιτικού ασύλου είς τούς Πολωνούς συναντά δυσχερείας, διότι οί περισσότεροι εξ αυτών επιθυμούν απλώς νά εργασθούν είς τήν Δύσιν καί νά κερδίσουν περισσότερα χρήματα. Αί αρχαί τού Αμβούργου εξετάζουν τάς αιτήσεις τών Πολωνών μία πρός μίαν. <box>1191 953 1590 1087</box>
dateline: ΠΑΡΙΣΙΟΙ, 1. (Ρώυτερ).— <box>1200 1281 1336 1294</box>
text-block: Άρχίζουν από τής Μαρτίου τήν έκθεσιν ζωγραφικής, μαθήματα ζωγραφικής, σχεδίου καί χαλκογραφίας. Πληροφορίες είς τήν γραμματείαν, τηλ. 225-277. <box>425 891 606 955</box>
memorial-name: ΣΤΥΛΙΑΝΟΥ ΝΙΚΟΛΑΝΤΩΝΑΚΗ <box>830 94 966 124</box>
text-block: Ό σύζυγος Παναγιώτης, τά τέκνα, οί αδελφοί, οί λοιποί συγγενείς. Τελούμεν αύριον 11 π.μ. είς τόν ιερόν ναόν Αγίας Παρασκευής ετήσιον μνημόσυνον τού <box>808 341 988 434</box>
text-block: Ή σύζυγος, τά τέκνα, οί αδελφοί. Τελούμεν αύριον 9 π.μ. είς τόν ιερόν ναόν Παναγίας Χαλκέων ετήσιον μνημόσυνον τού <box>808 904 988 972</box>
column-memorials-2 <box>808 0 988 2292</box>
